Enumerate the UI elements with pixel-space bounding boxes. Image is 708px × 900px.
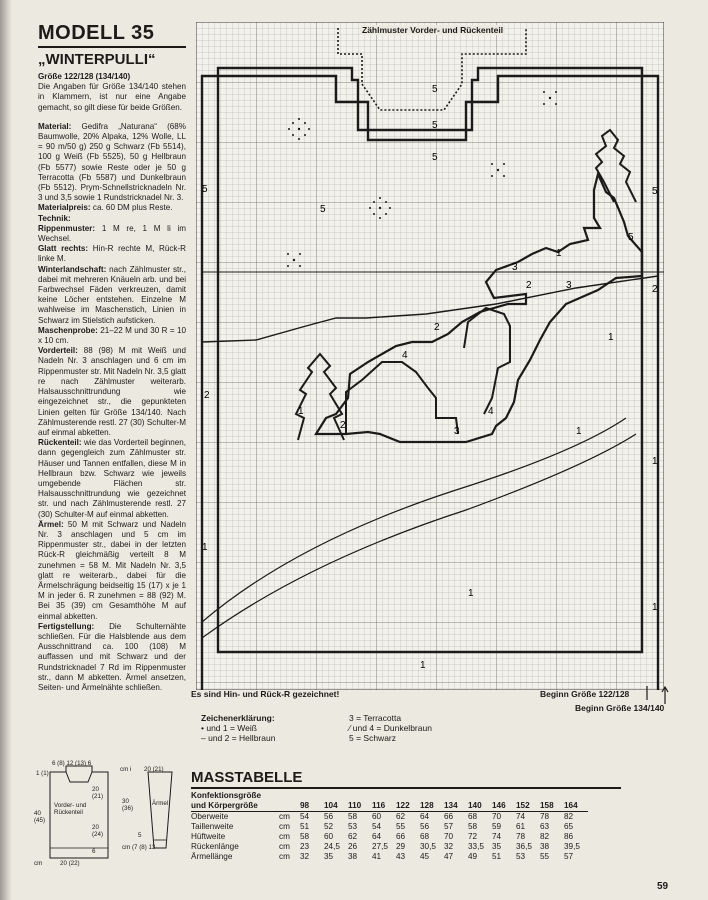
cell-value: 38	[348, 852, 358, 861]
instructions-column	[38, 22, 186, 693]
cell-value: 64	[420, 812, 430, 821]
cell-value: 62	[348, 832, 358, 841]
model-title: MODELL 35	[38, 22, 155, 44]
cell-value: 60	[372, 812, 382, 821]
cell-value: 86	[564, 832, 574, 841]
size-col: 158	[540, 801, 564, 812]
cell-value: 78	[540, 812, 550, 821]
schem-h20: 20 (21)	[92, 786, 104, 800]
cell-value: 74	[516, 812, 526, 821]
cell-value: 54	[300, 812, 310, 821]
cell-value: 66	[396, 832, 406, 841]
cell-value: 27,5	[372, 842, 388, 851]
num-5-c: 5	[432, 152, 438, 163]
num-1-g: 1	[468, 588, 474, 599]
cell-value: 55	[540, 852, 550, 861]
cell-value: 66	[444, 812, 454, 821]
title-rule	[38, 46, 186, 48]
cell-value: 58	[300, 832, 310, 841]
size-col: 98	[300, 801, 324, 812]
cell-value: 33,5	[468, 842, 484, 851]
row-unit: cm	[279, 822, 290, 831]
cell-value: 35	[492, 842, 502, 851]
size-col: 134	[444, 801, 468, 812]
header-label-1: Konfektionsgröße	[191, 791, 262, 800]
schem-cm-a: cm	[34, 860, 43, 867]
num-1-h: 1	[652, 602, 658, 613]
row-unit: cm	[279, 812, 290, 821]
cell-value: 70	[444, 832, 454, 841]
chart-note: Es sind Hin- und Rück-R gezeichnet!	[191, 689, 340, 699]
num-1-b: 1	[556, 248, 562, 259]
schem-left-dims: 1 (1)	[36, 770, 49, 777]
cell-value: 36,5	[516, 842, 532, 851]
cell-value: 41	[372, 852, 382, 861]
cell-value: 61	[516, 822, 526, 831]
cell-value: 52	[324, 822, 334, 831]
masstabelle-table	[191, 791, 588, 862]
glatt-paragraph: Glatt rechts: Hin-R rechte M, Rück-R linke M.	[38, 244, 186, 264]
schem-sl-bottom: cm (7 (8) 13	[122, 844, 156, 851]
cell-value: 56	[420, 822, 430, 831]
size-col: 128	[420, 801, 444, 812]
cell-value: 51	[300, 822, 310, 831]
begin-size-122: Beginn Größe 122/128	[540, 689, 630, 699]
cell-value: 55	[396, 822, 406, 831]
header-label-2: und Körpergröße	[191, 801, 279, 812]
schem-h6: 6	[92, 848, 96, 855]
begin-size-134: Beginn Größe 134/140	[575, 703, 665, 713]
size-note: Die Angaben für Größe 134/140 stehen in Klammern, ist nur eine Angabe gemacht, so gilt diese für beide Größen.	[38, 82, 186, 112]
rippen-paragraph: Rippenmuster: 1 M re, 1 M li im Wechsel.	[38, 223, 186, 244]
legend-item-2: – und 2 = Hellbraun	[201, 733, 276, 743]
legend-right	[349, 713, 432, 743]
num-5-d: 5	[202, 184, 208, 195]
num-1-e: 1	[652, 456, 658, 467]
probe-paragraph: Maschenprobe: 21–22 M und 30 R = 10 x 10 cm.	[38, 325, 186, 346]
legend-item-1: • und 1 = Weiß	[201, 723, 257, 733]
schem-sl-cuff: 5	[138, 832, 142, 839]
vorderteil-paragraph: Vorderteil: 88 (98) M mit Weiß und Nadeln Nr. 3 anschlagen und 6 cm im Rippenmuster str. Mit Nadeln Nr. 3,5 glatt re nach Zählmuster weiterarb. Halsausschnittrundung wie eingezeichnet str., die gepunkteten Linien gelten für Größe 134/140. Nach Zählmusterende restl. 27 (30) Schulter-M auf einmal abketten.	[38, 346, 186, 437]
num-5-b: 5	[432, 120, 438, 131]
schem-sleeve-label: Ärmel	[152, 800, 169, 807]
num-2-e: 2	[526, 280, 532, 291]
size-col: 116	[372, 801, 396, 812]
cell-value: 24,5	[324, 842, 340, 851]
table-row	[191, 832, 588, 842]
page-number: 59	[657, 881, 669, 892]
schem-sl-h: 30 (36)	[122, 798, 134, 812]
cell-value: 57	[444, 822, 454, 831]
num-2-a: 2	[204, 390, 210, 401]
num-2-b: 2	[434, 322, 440, 333]
cell-value: 53	[348, 822, 358, 831]
row-label: Rückenlänge	[191, 842, 239, 851]
schem-h20b: 20 (24)	[92, 824, 104, 838]
row-unit: cm	[279, 832, 290, 841]
cell-value: 58	[468, 822, 478, 831]
cell-value: 59	[492, 822, 502, 831]
num-4-a: 4	[402, 350, 408, 361]
cell-value: 72	[468, 832, 478, 841]
num-5-e: 5	[320, 204, 326, 215]
size-col: 164	[564, 801, 588, 812]
cell-value: 82	[564, 812, 574, 821]
legend-heading: Zeichenerklärung:	[201, 713, 275, 723]
material-paragraph: Material: Gedifra „Naturana“ (68% Baumwolle, 20% Alpaka, 12% Wolle, LL = 90 m/50 g) 250 g Schwarz (Fb 5514), 100 g Weiß (Fb 5525), 50 g Hellbraun (Fb 5577) sowie Reste oder je 50 g Terracotta (Fb 5587) und Dunkelbraun (Fb 5512). Prym-Schnellstricknadeln Nr. 3 und 3,5 sowie 1 Rundstricknadel Nr. 3.	[38, 121, 187, 203]
schem-cm-b: cm i	[120, 766, 132, 773]
row-unit: cm	[279, 852, 290, 861]
row-label: Taillenweite	[191, 822, 234, 831]
cell-value: 53	[516, 852, 526, 861]
cell-value: 51	[492, 852, 502, 861]
cell-value: 68	[468, 812, 478, 821]
row-label: Hüftweite	[191, 832, 226, 841]
winter-paragraph: Winterlandschaft: nach Zählmuster str., dabei mit mehreren Knäueln arb. und bei Farbwechsel Fäden verkreuzen, damit keine Löcher entstehen. Einzelne M wahlweise im Maschenstich, Linien in Schwarz im Stielstich aufsticken.	[38, 264, 187, 325]
knitting-chart	[196, 22, 664, 690]
cell-value: 54	[372, 822, 382, 831]
cell-value: 45	[420, 852, 430, 861]
cell-value: 68	[420, 832, 430, 841]
chart-title: Zählmuster Vorder- und Rückenteil	[362, 25, 504, 35]
size-col: 104	[324, 801, 348, 812]
legend-item-5: 5 = Schwarz	[349, 733, 397, 743]
schem-sl-top: 20 (21)	[144, 766, 164, 773]
num-3-b: 3	[566, 280, 572, 291]
diagonal-icon: ⁄	[349, 723, 353, 733]
price-paragraph: Materialpreis: ca. 60 DM plus Reste.	[38, 203, 173, 213]
cell-value: 82	[540, 832, 550, 841]
size-col: 122	[396, 801, 420, 812]
fertig-paragraph: Fertigstellung: Die Schulternähte schließen. Für die Halsblende aus dem Ausschnittrand ca. 100 (108) M auffassen und mit Schwarz und der Rundstricknadel 7 Rd im Rippenmuster str., dann M abketten. Ärmel ansetzen, Seiten- und Ärmelnähte schließen.	[38, 621, 186, 692]
table-row	[191, 852, 588, 862]
garment-schematic	[34, 760, 184, 873]
masstabelle-title: MASSTABELLE	[191, 769, 303, 786]
num-1-f: 1	[202, 542, 208, 553]
size-col: 110	[348, 801, 372, 812]
cell-value: 57	[564, 852, 574, 861]
size-col: 152	[516, 801, 540, 812]
num-5-a: 5	[432, 84, 438, 95]
cell-value: 49	[468, 852, 478, 861]
cell-value: 70	[492, 812, 502, 821]
num-2-c: 2	[340, 420, 346, 431]
model-subtitle: „WINTERPULLI“	[38, 51, 156, 68]
page-gutter-shadow	[0, 0, 12, 900]
row-unit: cm	[279, 842, 290, 851]
cell-value: 32	[300, 852, 310, 861]
cell-value: 43	[396, 852, 406, 861]
cell-value: 78	[516, 832, 526, 841]
row-label: Oberweite	[191, 812, 229, 821]
num-5-f: 5	[652, 186, 658, 197]
cell-value: 58	[348, 812, 358, 821]
masstabelle-rule	[191, 787, 621, 789]
cell-value: 63	[540, 822, 550, 831]
schem-front-label: Vorder- und Rückenteil	[54, 802, 87, 816]
cell-value: 56	[324, 812, 334, 821]
row-label: Ärmellänge	[191, 852, 233, 861]
num-4-b: 4	[488, 406, 494, 417]
num-1-c: 1	[608, 332, 614, 343]
cell-value: 38	[540, 842, 550, 851]
table-row	[191, 822, 588, 832]
table-head-row-2	[191, 801, 588, 812]
cell-value: 29	[396, 842, 406, 851]
num-2-d: 2	[652, 284, 658, 295]
num-1-a: 1	[298, 406, 304, 417]
cell-value: 32	[444, 842, 454, 851]
schem-bottom: 20 (22)	[60, 860, 80, 867]
schematic-drawing	[34, 764, 184, 868]
cell-value: 64	[372, 832, 382, 841]
table-row	[191, 812, 588, 823]
table-head-row-1	[191, 791, 588, 801]
num-3-c: 3	[454, 426, 460, 437]
num-5-g: 5	[628, 232, 634, 243]
size-label: Größe 122/128 (134/140)	[38, 72, 131, 81]
technik-heading: Technik:	[38, 213, 71, 223]
rueckenteil-paragraph: Rückenteil: wie das Vorderteil beginnen, dann gegengleich zum Zählmuster str. Häuser und Tannen entfallen, diese M in Hellbraun bzw. Schwarz wie jeweils umgebende Flächen str. Halsausschnittrundung wie gezeichnet str. und nach Zählmusterende restl. 27 (30) Schulter-M auf einmal abketten.	[38, 438, 186, 519]
aermel-paragraph: Ärmel: 50 M mit Schwarz und Nadeln Nr. 3 anschlagen und 5 cm im Rippenmuster str., dabei in der letzten Rück-R gleichmäßig verteilt 8 M zunehmen = 58 M. Mit Nadeln Nr. 3,5 glatt re weiterarb., dabei für die Ärmelschrägung beidseitig 15 (17) x je 1 M in jeder 6. R zunehmen = 88 (92) M. Bei 35 (39) cm Gesamthöhe M auf einmal abketten.	[38, 519, 187, 621]
cell-value: 26	[348, 842, 358, 851]
table-row	[191, 842, 588, 852]
cell-value: 74	[492, 832, 502, 841]
cell-value: 35	[324, 852, 334, 861]
schem-top-dims: 6 (8) 12 (13) 6	[52, 760, 92, 767]
num-1-i: 1	[420, 660, 426, 671]
begin-markers	[643, 686, 673, 706]
legend-item-4: ⁄ und 4 = Dunkelbraun	[349, 723, 432, 733]
num-3-a: 3	[512, 262, 518, 273]
schem-h40: 40 (45)	[34, 810, 46, 824]
num-1-d: 1	[576, 426, 582, 437]
size-col: 146	[492, 801, 516, 812]
cell-value: 60	[324, 832, 334, 841]
cell-value: 23	[300, 842, 310, 851]
cell-value: 65	[564, 822, 574, 831]
legend-item-3: 3 = Terracotta	[349, 713, 402, 723]
cell-value: 30,5	[420, 842, 436, 851]
cell-value: 47	[444, 852, 454, 861]
cell-value: 62	[396, 812, 406, 821]
legend	[201, 713, 275, 743]
size-col: 140	[468, 801, 492, 812]
cell-value: 39,5	[564, 842, 580, 851]
